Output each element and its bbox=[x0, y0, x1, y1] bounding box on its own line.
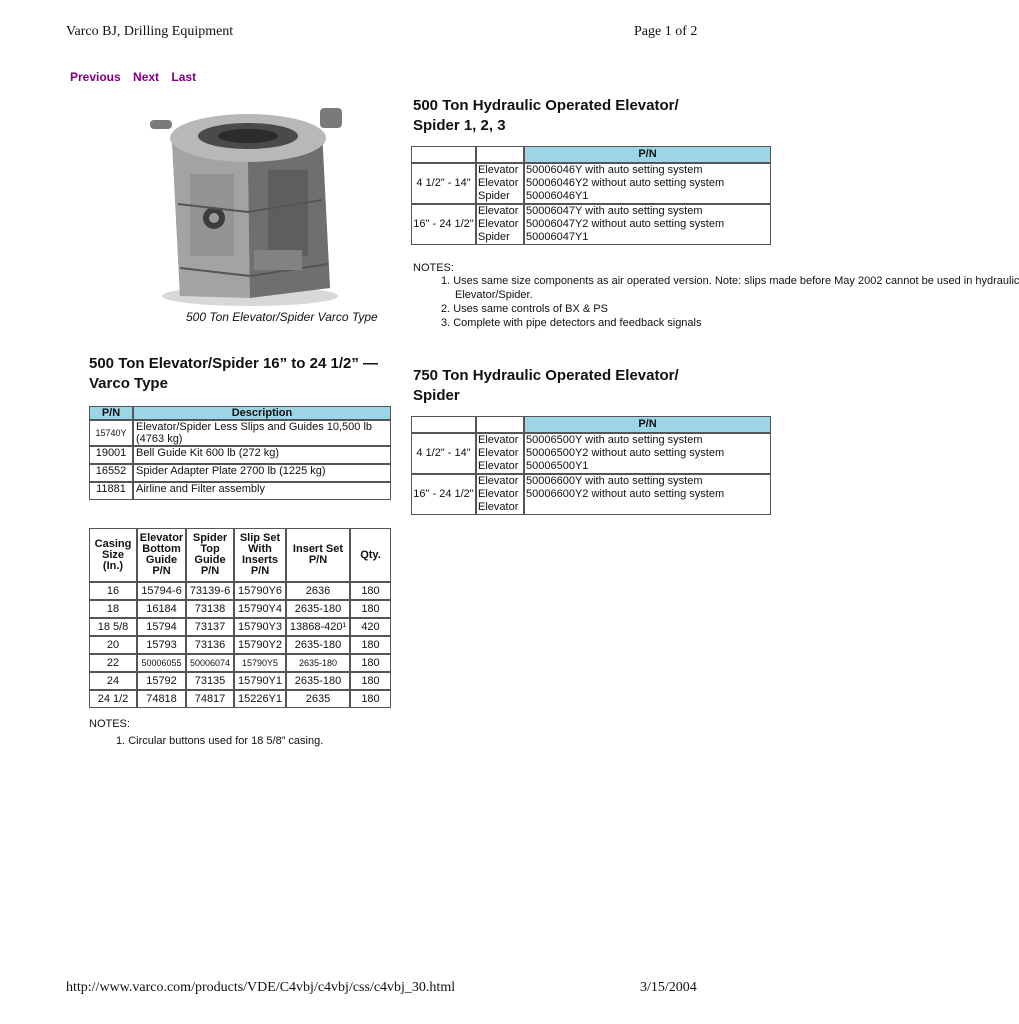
note-item: Elevator/Spider. bbox=[455, 289, 533, 301]
table-row bbox=[89, 420, 391, 446]
blank-header-cell bbox=[411, 146, 476, 163]
type-line: Elevator bbox=[478, 177, 519, 189]
table-cell: 15792 bbox=[137, 672, 186, 690]
previous-link[interactable]: Previous bbox=[70, 70, 121, 84]
casing-table bbox=[89, 528, 391, 708]
type-line: Elevator bbox=[478, 488, 519, 500]
table-row bbox=[89, 636, 391, 654]
table-cell: 180 bbox=[350, 672, 391, 690]
table-cell: 24 1/2 bbox=[89, 690, 137, 708]
type-cell bbox=[476, 163, 524, 204]
table-cell: 73138 bbox=[186, 600, 234, 618]
column-header: Spider Top Guide P/N bbox=[186, 528, 234, 582]
size-cell: 16" - 24 1/2" bbox=[411, 204, 476, 245]
column-header: Casing Size (In.) bbox=[89, 528, 137, 582]
hydraulic-750-table bbox=[411, 416, 771, 515]
notes-label: NOTES: bbox=[89, 718, 130, 730]
description-table bbox=[89, 406, 391, 500]
table-cell: 22 bbox=[89, 654, 137, 672]
table-cell: 16184 bbox=[137, 600, 186, 618]
table-row bbox=[89, 582, 391, 600]
part-number-cell bbox=[524, 474, 771, 515]
type-line: Elevator bbox=[478, 205, 519, 217]
pn-line bbox=[526, 501, 769, 514]
table-row bbox=[411, 204, 771, 245]
column-header: P/N bbox=[89, 406, 133, 420]
table-header-row bbox=[89, 406, 391, 420]
table-cell: 180 bbox=[350, 690, 391, 708]
table-cell: 15790Y3 bbox=[234, 618, 286, 636]
column-header: Qty. bbox=[350, 528, 391, 582]
hydraulic-500-table bbox=[411, 146, 771, 245]
description-cell: Elevator/Spider Less Slips and Guides 10,500 lb (4763 kg) bbox=[133, 420, 391, 446]
table-cell: 180 bbox=[350, 636, 391, 654]
table-row bbox=[89, 654, 391, 672]
table-cell: 73135 bbox=[186, 672, 234, 690]
footer-url: http://www.varco.com/products/VDE/C4vbj/c4vbj/css/c4vbj_30.html bbox=[66, 980, 456, 995]
column-header: Insert Set P/N bbox=[286, 528, 350, 582]
pn-line: 50006046Y1 bbox=[526, 190, 589, 202]
table-cell: 2635-180 bbox=[286, 672, 350, 690]
type-cell bbox=[476, 204, 524, 245]
table-cell: 74817 bbox=[186, 690, 234, 708]
photo-caption: 500 Ton Elevator/Spider Varco Type bbox=[186, 310, 378, 324]
table-cell: 20 bbox=[89, 636, 137, 654]
table-cell: 16 bbox=[89, 582, 137, 600]
note-item: 1. Uses same size components as air operated version. Note: slips made before May 2002 cannot be used in hydraulic bbox=[441, 275, 1019, 287]
pn-line: 50006500Y with auto setting system bbox=[526, 434, 703, 446]
table-cell: 180 bbox=[350, 582, 391, 600]
table-cell: 50006055 bbox=[137, 654, 186, 672]
page-nav bbox=[70, 70, 205, 84]
column-header: Slip Set With Inserts P/N bbox=[234, 528, 286, 582]
table-cell: 2636 bbox=[286, 582, 350, 600]
table-row bbox=[89, 690, 391, 708]
table-cell: 24 bbox=[89, 672, 137, 690]
type-line: Elevator bbox=[478, 447, 519, 459]
description-cell: Spider Adapter Plate 2700 lb (1225 kg) bbox=[133, 464, 391, 482]
table-row bbox=[411, 433, 771, 474]
table-cell: 15226Y1 bbox=[234, 690, 286, 708]
table-cell: 15793 bbox=[137, 636, 186, 654]
description-cell: Bell Guide Kit 600 lb (272 kg) bbox=[133, 446, 391, 464]
section-title-750-ton-hydraulic: 750 Ton Hydraulic Operated Elevator/ Spider bbox=[413, 367, 679, 404]
last-link[interactable]: Last bbox=[171, 70, 197, 84]
hydraulic-750-table-wrapper bbox=[411, 416, 725, 524]
pn-line: 50006500Y1 bbox=[526, 460, 589, 472]
section-title-500-ton-hydraulic: 500 Ton Hydraulic Operated Elevator/ Spider 1, 2, 3 bbox=[413, 97, 679, 134]
type-line: Elevator bbox=[478, 164, 519, 176]
table-header-row bbox=[411, 416, 771, 433]
type-cell bbox=[476, 433, 524, 474]
blank-header-cell bbox=[476, 146, 524, 163]
table-row bbox=[89, 482, 391, 500]
right-notes bbox=[413, 262, 1019, 330]
table-row bbox=[89, 618, 391, 636]
column-header: P/N bbox=[524, 146, 771, 163]
left-notes bbox=[89, 718, 323, 747]
part-number-cell: 11881 bbox=[89, 482, 133, 500]
table-cell: 180 bbox=[350, 600, 391, 618]
table-cell: 13868-420¹ bbox=[286, 618, 350, 636]
type-line: Elevator bbox=[478, 501, 519, 513]
table-row bbox=[411, 474, 771, 515]
table-cell: 15790Y4 bbox=[234, 600, 286, 618]
table-cell: 18 5/8 bbox=[89, 618, 137, 636]
blank-header-cell bbox=[476, 416, 524, 433]
note-item: 2. Uses same controls of BX & PS bbox=[441, 303, 608, 315]
table-cell: 15790Y1 bbox=[234, 672, 286, 690]
table-cell: 2635-180 bbox=[286, 600, 350, 618]
type-line: Elevator bbox=[478, 475, 519, 487]
table-header-row bbox=[411, 146, 771, 163]
table-cell: 73136 bbox=[186, 636, 234, 654]
type-cell bbox=[476, 474, 524, 515]
pn-line: 50006047Y2 without auto setting system bbox=[526, 218, 725, 230]
hydraulic-500-table-wrapper bbox=[411, 146, 725, 254]
pn-line: 50006046Y with auto setting system bbox=[526, 164, 703, 176]
table-cell: 15790Y2 bbox=[234, 636, 286, 654]
type-line: Elevator bbox=[478, 218, 519, 230]
next-link[interactable]: Next bbox=[133, 70, 160, 84]
footer-date: 3/15/2004 bbox=[640, 980, 697, 995]
pn-line: 50006600Y with auto setting system bbox=[526, 475, 703, 487]
size-cell: 4 1/2" - 14" bbox=[411, 163, 476, 204]
description-cell: Airline and Filter assembly bbox=[133, 482, 391, 500]
part-number-cell: 19001 bbox=[89, 446, 133, 464]
page-header-title: Varco BJ, Drilling Equipment bbox=[66, 24, 234, 39]
part-number-cell bbox=[524, 163, 771, 204]
elevator-spider-photo bbox=[150, 100, 356, 306]
type-line: Spider bbox=[478, 190, 510, 202]
table-cell: 18 bbox=[89, 600, 137, 618]
part-number-cell bbox=[524, 204, 771, 245]
blank-header-cell bbox=[411, 416, 476, 433]
table-row bbox=[411, 163, 771, 204]
table-cell: 15790Y6 bbox=[234, 582, 286, 600]
size-cell: 4 1/2" - 14" bbox=[411, 433, 476, 474]
part-number-cell bbox=[524, 433, 771, 474]
note-item: 1. Circular buttons used for 18 5/8” casing. bbox=[116, 735, 324, 747]
column-header: Elevator Bottom Guide P/N bbox=[137, 528, 186, 582]
pn-line: 50006047Y with auto setting system bbox=[526, 205, 703, 217]
table-cell: 180 bbox=[350, 654, 391, 672]
type-line: Spider bbox=[478, 231, 510, 243]
table-cell: 15794 bbox=[137, 618, 186, 636]
table-cell: 2635 bbox=[286, 690, 350, 708]
column-header: Description bbox=[133, 406, 391, 420]
table-row bbox=[89, 600, 391, 618]
part-number-cell: 15740Y bbox=[89, 420, 133, 446]
type-line: Elevator bbox=[478, 434, 519, 446]
pn-line: 50006046Y2 without auto setting system bbox=[526, 177, 725, 189]
table-row bbox=[89, 672, 391, 690]
pn-line: 50006047Y1 bbox=[526, 231, 589, 243]
table-cell: 2635-180 bbox=[286, 636, 350, 654]
table-cell: 73137 bbox=[186, 618, 234, 636]
column-header: P/N bbox=[524, 416, 771, 433]
table-row bbox=[89, 464, 391, 482]
table-cell: 73139-6 bbox=[186, 582, 234, 600]
page-number: Page 1 of 2 bbox=[634, 24, 698, 39]
part-number-cell: 16552 bbox=[89, 464, 133, 482]
table-cell: 15790Y5 bbox=[234, 654, 286, 672]
note-item: 3. Complete with pipe detectors and feedback signals bbox=[441, 317, 702, 329]
table-row bbox=[89, 446, 391, 464]
table-header-row bbox=[89, 528, 391, 582]
pn-line: 50006500Y2 without auto setting system bbox=[526, 447, 725, 459]
table-cell: 420 bbox=[350, 618, 391, 636]
notes-label: NOTES: bbox=[413, 262, 454, 274]
table-cell: 74818 bbox=[137, 690, 186, 708]
pn-line: 50006600Y2 without auto setting system bbox=[526, 488, 725, 500]
table-cell: 50006074 bbox=[186, 654, 234, 672]
table-cell: 15794-6 bbox=[137, 582, 186, 600]
table-cell: 2635-180 bbox=[286, 654, 350, 672]
section-title-500-ton-varco: 500 Ton Elevator/Spider 16” to 24 1/2” — Varco Type bbox=[89, 355, 378, 392]
size-cell: 16" - 24 1/2" bbox=[411, 474, 476, 515]
type-line: Elevator bbox=[478, 460, 519, 472]
